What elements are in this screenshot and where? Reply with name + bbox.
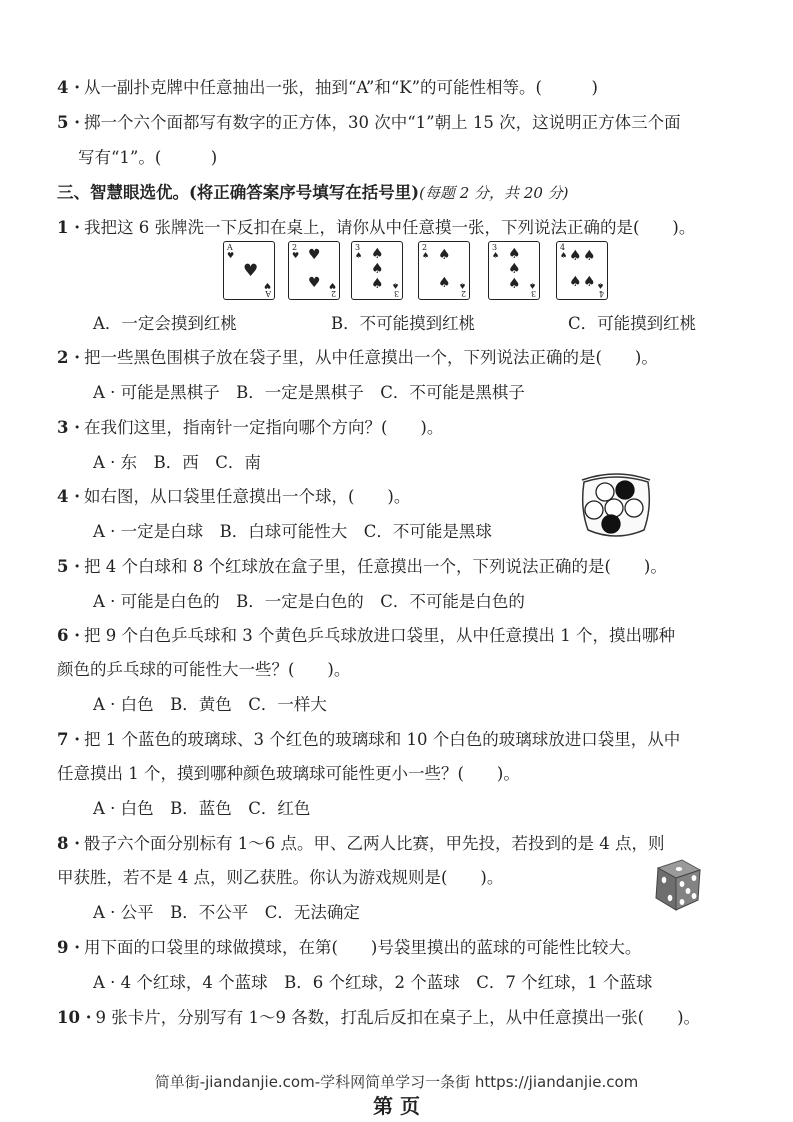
question-7-cont: 任意摸出 1 个，摸到哪种颜色玻璃球可能性更小一些？( )。 (57, 764, 520, 783)
q3-options: A · 东 B．西 C．南 (93, 453, 261, 472)
question-8-cont: 甲获胜，若不是 4 点，则乙获胜。你认为游戏规则是( )。 (57, 868, 504, 887)
section-3-title: 三、智慧眼选优。(将正确答案序号填写在括号里)(每题 2 分，共 20 分) (57, 183, 569, 202)
q1-option-a: A．一定会摸到红桃 (93, 314, 237, 333)
question-9: 9 · 用下面的口袋里的球做摸球，在第( )号袋里摸出的蓝球的可能性比较大。 (57, 938, 642, 957)
q9-options: A · 4 个红球，4 个蓝球 B．6 个红球，2 个蓝球 C．7 个红球，1 个蓝球 (93, 973, 653, 992)
footer-site: 简单街-jiandanjie.com-学科网简单学习一条街 https://jiandanjie.com (154, 1073, 639, 1091)
q5-options: A · 可能是白色的 B．一定是白色的 C．不可能是白色的 (93, 592, 525, 611)
card-hearts-2: 2 ♥ ♥ ♥ 2 ♥ (288, 241, 340, 300)
ball-bag-image (578, 468, 654, 542)
q1-option-b: B．不可能摸到红桃 (331, 314, 476, 333)
question-6: 6 · 把 9 个白色乒乓球和 3 个黄色乒乓球放进口袋里，从中任意摸出 1 个，摸出哪种 (57, 626, 675, 645)
card-spades-3: 3 ♠ ♠ ♠ ♠ 3 ♠ (351, 241, 403, 300)
question-7: 7 · 把 1 个蓝色的玻璃球、3 个红色的玻璃球和 10 个白色的玻璃球放进口袋里，从中 (57, 730, 681, 749)
question-5: 5 · 把 4 个白球和 8 个红球放在盒子里，任意摸出一个，下列说法正确的是( )。 (57, 557, 667, 576)
question-3: 3 · 在我们这里，指南针一定指向哪个方向？( )。 (57, 418, 444, 437)
card-spades-4: 4 ♠ ♠ ♠ ♠ ♠ 4 ♠ (556, 241, 608, 300)
q8-options: A · 公平 B．不公平 C．无法确定 (93, 903, 360, 922)
question-1: 1 · 我把这 6 张牌洗一下反扣在桌上，请你从中任意摸一张，下列说法正确的是( )。 (57, 218, 696, 237)
q7-options: A · 白色 B．蓝色 C．红色 (93, 799, 311, 818)
q2-options: A · 可能是黑棋子 B．一定是黑棋子 C．不可能是黑棋子 (93, 383, 525, 402)
judge-q4: 4 · 从一副扑克牌中任意抽出一张，抽到“A”和“K”的可能性相等。( ) (57, 78, 598, 97)
question-8: 8 · 骰子六个面分别标有 1～6 点。甲、乙两人比赛，甲先投，若投到的是 4 点，则 (57, 834, 665, 853)
judge-q5: 5 · 掷一个六个面都写有数字的正方体，30 次中“1”朝上 15 次，这说明正方体三个面 (57, 113, 681, 132)
q4-options: A · 一定是白球 B．白球可能性大 C．不可能是黑球 (93, 522, 492, 541)
card-spades-2: 2 ♠ ♠ ♠ 2 ♠ (418, 241, 470, 300)
question-4: 4 · 如右图，从口袋里任意摸出一个球，( )。 (57, 487, 411, 506)
card-hearts-ace: A ♥ ♥ A ♥ (223, 241, 275, 300)
question-2: 2 · 把一些黑色围棋子放在袋子里，从中任意摸出一个，下列说法正确的是( )。 (57, 348, 658, 367)
q1-option-c: C．可能摸到红桃 (568, 314, 697, 333)
card-spades-3b: 3 ♠ ♠ ♠ ♠ 3 ♠ (488, 241, 540, 300)
question-6-cont: 颜色的乒乓球的可能性大一些？( )。 (57, 660, 351, 679)
page-number: 第 页 (373, 1094, 420, 1118)
judge-q5-cont: 写有“1”。( ) (78, 148, 218, 167)
question-10: 10 · 9 张卡片，分别写有 1～9 各数，打乱后反扣在桌子上，从中任意摸出一张( )。 (57, 1008, 701, 1027)
q6-options: A · 白色 B．黄色 C．一样大 (93, 695, 327, 714)
dice-image (648, 856, 704, 914)
